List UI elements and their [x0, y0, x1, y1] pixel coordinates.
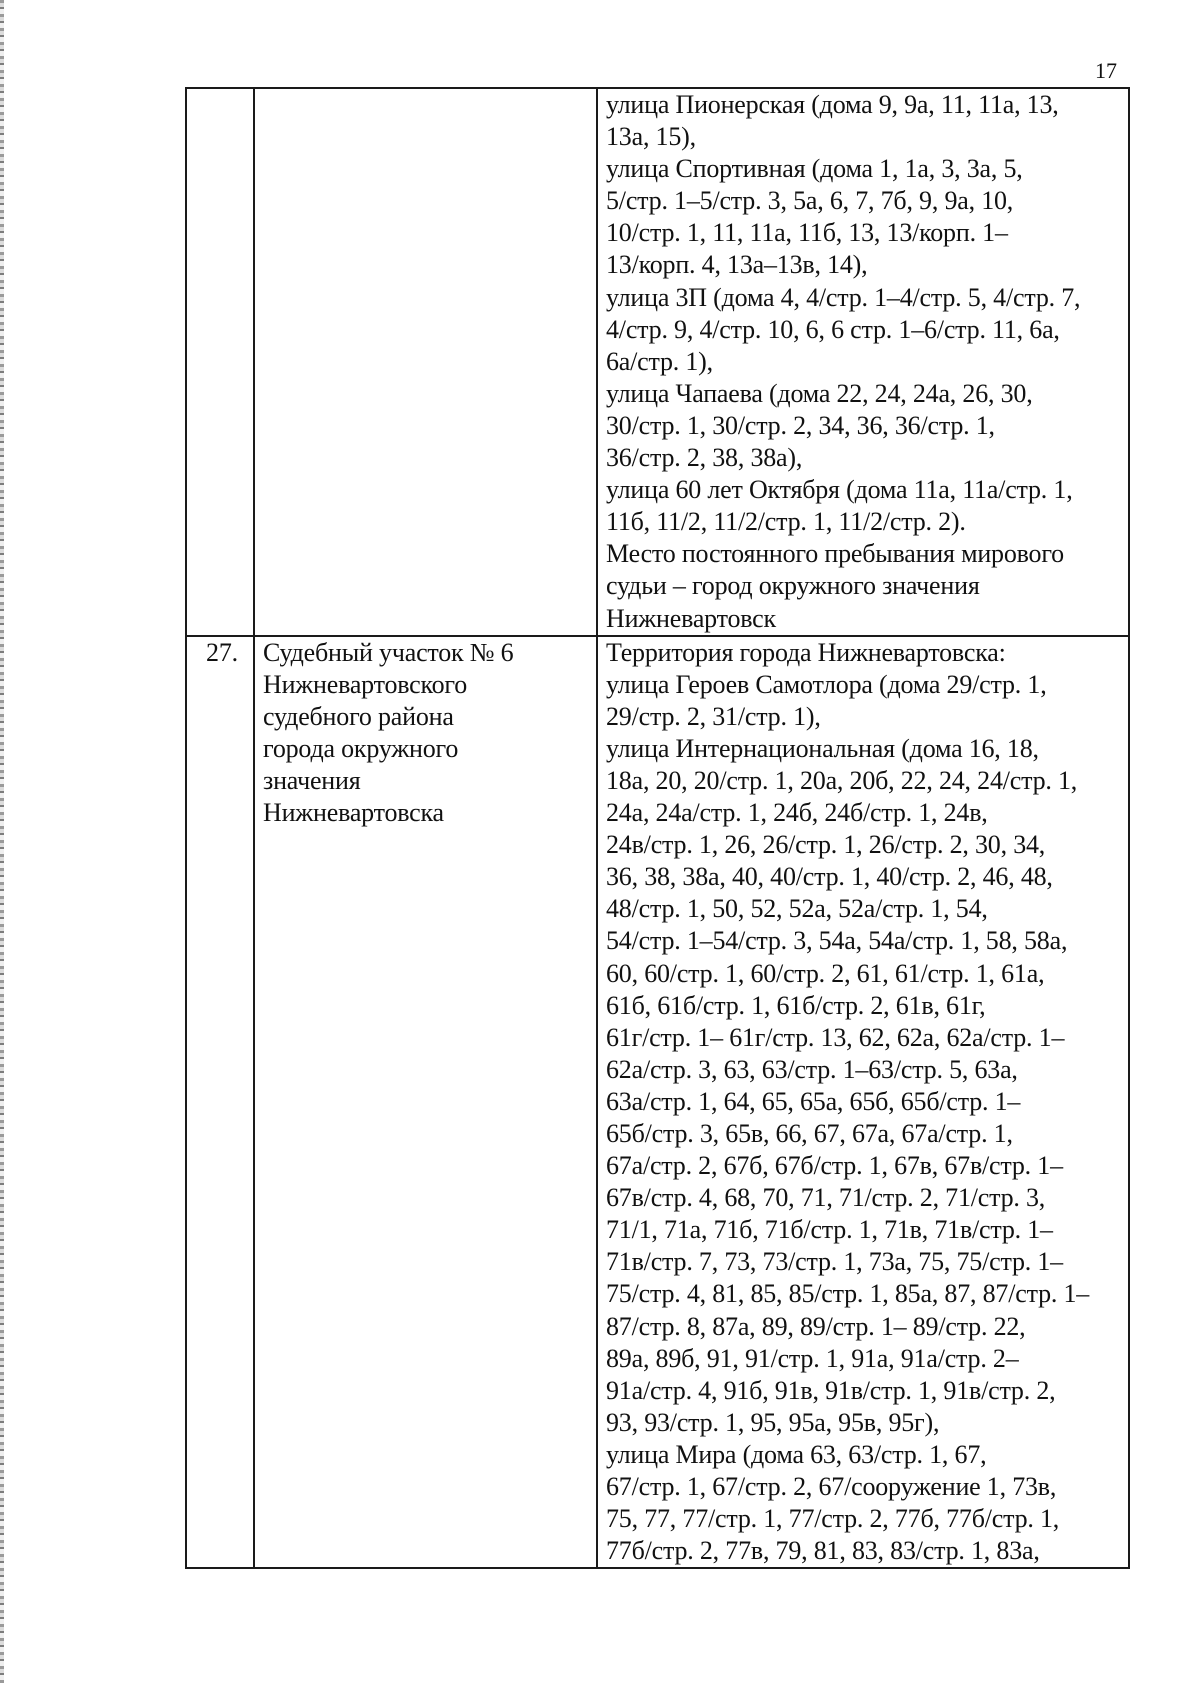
text-line: 61б, 61б/стр. 1, 61б/стр. 2, 61в, 61г, — [606, 990, 986, 1020]
page-number: 17 — [1095, 58, 1117, 83]
text-line: судебного района — [263, 701, 454, 731]
text-line: 71/1, 71а, 71б, 71б/стр. 1, 71в, 71в/стр. 1– — [606, 1215, 1053, 1245]
text-line: 93, 93/стр. 1, 95, 95а, 95в, 95г), — [606, 1407, 940, 1437]
text-line: 11б, 11/2, 11/2/стр. 1, 11/2/стр. 2). — [606, 507, 966, 537]
text-line: улица Чапаева (дома 22, 24, 24а, 26, 30, — [606, 378, 1033, 408]
text-line: 13а, 15), — [606, 122, 696, 152]
text-line: 67в/стр. 4, 68, 70, 71, 71/стр. 2, 71/стр. 3, — [606, 1183, 1046, 1213]
court-districts-table — [185, 87, 1130, 1569]
text-line: Судебный участок № 6 — [263, 637, 514, 667]
text-line: 65б/стр. 3, 65в, 66, 67, 67а, 67а/стр. 1, — [606, 1119, 1013, 1148]
text-line: Нижневартовского — [263, 669, 468, 699]
text-line: Территория города Нижневартовска: — [606, 637, 1006, 667]
text-line: 10/стр. 1, 11, 11а, 11б, 13, 13/корп. 1– — [606, 218, 1008, 248]
text-line: Место постоянного пребывания мирового — [606, 539, 1064, 569]
text-line: 24а, 24а/стр. 1, 24б, 24б/стр. 1, 24в, — [606, 798, 988, 828]
text-line: 67а/стр. 2, 67б, 67б/стр. 1, 67в, 67в/стр. 1– — [606, 1151, 1063, 1181]
text-line: 36/стр. 2, 38, 38а), — [606, 443, 803, 473]
territory-description — [597, 88, 1129, 636]
row-number — [186, 88, 254, 636]
text-line: 48/стр. 1, 50, 52, 52а, 52а/стр. 1, 54, — [606, 894, 988, 924]
text-line: улица Интернациональная (дома 16, 18, — [606, 733, 1039, 763]
text-line: 91а/стр. 4, 91б, 91в, 91в/стр. 1, 91в/стр. 2, — [606, 1375, 1056, 1405]
text-line: улица Пионерская (дома 9, 9а, 11, 11а, 13, — [606, 90, 1059, 119]
text-line: 71в/стр. 7, 73, 73/стр. 1, 73а, 75, 75/стр. 1– — [606, 1247, 1063, 1277]
text-line: значения — [263, 765, 361, 795]
text-line: 6а/стр. 1), — [606, 346, 713, 376]
text-line: Нижневартовска — [263, 798, 444, 828]
text-line: 61г/стр. 1– 61г/стр. 13, 62, 62а, 62а/стр. 1– — [606, 1022, 1065, 1052]
text-line: 24в/стр. 1, 26, 26/стр. 1, 26/стр. 2, 30, 34, — [606, 830, 1046, 860]
table-row — [186, 636, 1129, 1569]
territory-lines — [606, 89, 1124, 635]
text-line: 87/стр. 8, 87а, 89, 89/стр. 1– 89/стр. 22, — [606, 1311, 1026, 1341]
text-line: 29/стр. 2, 31/стр. 1), — [606, 701, 821, 731]
table-row — [186, 88, 1129, 636]
text-line: 18а, 20, 20/стр. 1, 20а, 20б, 22, 24, 24/стр. 1, — [606, 765, 1078, 795]
text-line: улица Героев Самотлора (дома 29/стр. 1, — [606, 669, 1047, 699]
text-line: 5/стр. 1–5/стр. 3, 5а, 6, 7, 7б, 9, 9а, 10, — [606, 186, 1014, 216]
scan-edge-artifact — [0, 0, 4, 1683]
text-line: 75/стр. 4, 81, 85, 85/стр. 1, 85а, 87, 87/стр. 1– — [606, 1279, 1090, 1309]
text-line: 62а/стр. 3, 63, 63/стр. 1–63/стр. 5, 63а, — [606, 1054, 1018, 1084]
text-line: улица 60 лет Октября (дома 11а, 11а/стр. 1, — [606, 475, 1073, 505]
text-line: 54/стр. 1–54/стр. 3, 54а, 54а/стр. 1, 58, 58а, — [606, 926, 1068, 956]
text-line: 30/стр. 1, 30/стр. 2, 34, 36, 36/стр. 1, — [606, 410, 995, 440]
text-line: 4/стр. 9, 4/стр. 10, 6, 6 стр. 1–6/стр. 11, 6а, — [606, 314, 1060, 344]
text-line: 77б/стр. 2, 77в, 79, 81, 83, 83/стр. 1, 83а, — [606, 1536, 1040, 1566]
text-line: 63а/стр. 1, 64, 65, 65а, 65б, 65б/стр. 1– — [606, 1086, 1021, 1116]
text-line: 67/стр. 1, 67/стр. 2, 67/сооружение 1, 73в, — [606, 1472, 1057, 1502]
territory-lines — [606, 637, 1124, 1568]
row-number: 27. — [186, 636, 254, 1569]
text-line: улица 3П (дома 4, 4/стр. 1–4/стр. 5, 4/стр. 7, — [606, 282, 1081, 312]
text-line: 89а, 89б, 91, 91/стр. 1, 91а, 91а/стр. 2– — [606, 1343, 1019, 1373]
territory-description — [597, 636, 1129, 1569]
text-line: Нижневартовск — [606, 603, 776, 633]
text-line: 13/корп. 4, 13а–13в, 14), — [606, 250, 868, 280]
district-name — [254, 88, 597, 636]
text-line: 75, 77, 77/стр. 1, 77/стр. 2, 77б, 77б/стр. 1, — [606, 1504, 1060, 1534]
text-line: города окружного — [263, 733, 459, 763]
district-name-lines — [263, 637, 592, 830]
text-line: улица Мира (дома 63, 63/стр. 1, 67, — [606, 1439, 987, 1469]
district-name — [254, 636, 597, 1569]
text-line: 36, 38, 38а, 40, 40/стр. 1, 40/стр. 2, 46, 48, — [606, 862, 1053, 892]
text-line: судьи – город окружного значения — [606, 571, 980, 601]
text-line: 60, 60/стр. 1, 60/стр. 2, 61, 61/стр. 1, 61а, — [606, 958, 1045, 988]
text-line: улица Спортивная (дома 1, 1а, 3, 3а, 5, — [606, 154, 1023, 184]
